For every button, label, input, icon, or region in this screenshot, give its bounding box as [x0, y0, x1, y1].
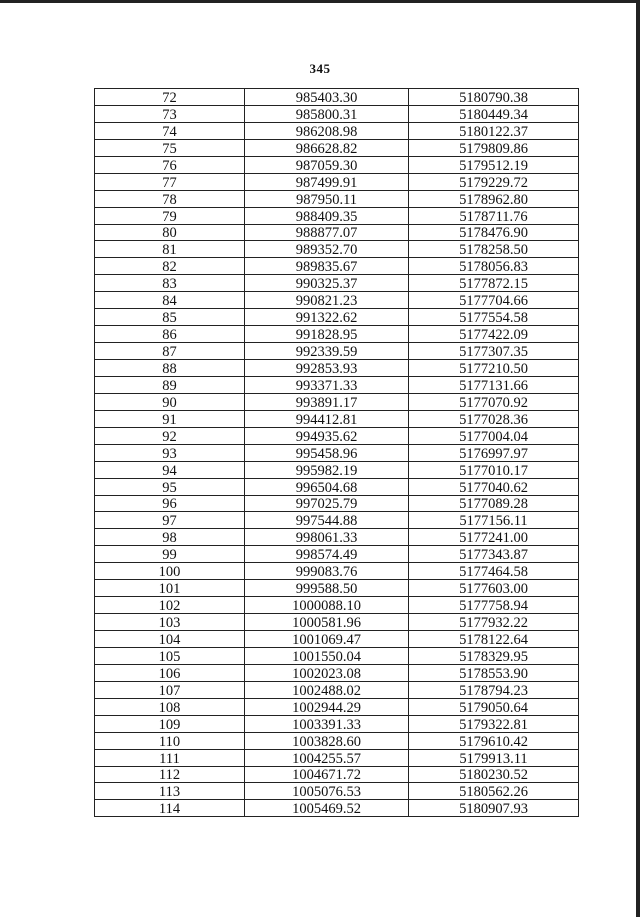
x-coordinate-cell: 986208.98 [245, 122, 409, 139]
y-coordinate-cell: 5179050.64 [409, 698, 579, 715]
point-number-cell: 92 [95, 427, 245, 444]
point-number-cell: 113 [95, 783, 245, 800]
x-coordinate-cell: 998061.33 [245, 529, 409, 546]
x-coordinate-cell: 991828.95 [245, 326, 409, 343]
table-row [95, 461, 579, 478]
y-coordinate-cell: 5178962.80 [409, 190, 579, 207]
x-coordinate-cell: 988877.07 [245, 224, 409, 241]
point-number-cell: 88 [95, 360, 245, 377]
y-coordinate-cell: 5178711.76 [409, 207, 579, 224]
point-number-cell: 86 [95, 326, 245, 343]
x-coordinate-cell: 1005076.53 [245, 783, 409, 800]
point-number-cell: 102 [95, 597, 245, 614]
point-number-cell: 77 [95, 173, 245, 190]
table-row [95, 410, 579, 427]
point-number-cell: 72 [95, 89, 245, 106]
x-coordinate-cell: 996504.68 [245, 478, 409, 495]
table-row [95, 122, 579, 139]
y-coordinate-cell: 5180790.38 [409, 89, 579, 106]
point-number-cell: 94 [95, 461, 245, 478]
x-coordinate-cell: 1002023.08 [245, 664, 409, 681]
x-coordinate-cell: 1003828.60 [245, 732, 409, 749]
point-number-cell: 93 [95, 444, 245, 461]
point-number-cell: 76 [95, 156, 245, 173]
point-number-cell: 106 [95, 664, 245, 681]
y-coordinate-cell: 5177070.92 [409, 393, 579, 410]
point-number-cell: 105 [95, 647, 245, 664]
point-number-cell: 103 [95, 614, 245, 631]
x-coordinate-cell: 1001069.47 [245, 631, 409, 648]
y-coordinate-cell: 5178794.23 [409, 681, 579, 698]
point-number-cell: 80 [95, 224, 245, 241]
table-row [95, 529, 579, 546]
x-coordinate-cell: 992853.93 [245, 360, 409, 377]
point-number-cell: 83 [95, 275, 245, 292]
x-coordinate-cell: 988409.35 [245, 207, 409, 224]
y-coordinate-cell: 5178329.95 [409, 647, 579, 664]
table-row [95, 681, 579, 698]
point-number-cell: 87 [95, 343, 245, 360]
x-coordinate-cell: 994412.81 [245, 410, 409, 427]
table-row [95, 105, 579, 122]
point-number-cell: 78 [95, 190, 245, 207]
x-coordinate-cell: 1004255.57 [245, 749, 409, 766]
table-row [95, 715, 579, 732]
table-row [95, 309, 579, 326]
table-row [95, 783, 579, 800]
table-row [95, 749, 579, 766]
y-coordinate-cell: 5177872.15 [409, 275, 579, 292]
x-coordinate-cell: 993371.33 [245, 376, 409, 393]
point-number-cell: 104 [95, 631, 245, 648]
table-row [95, 275, 579, 292]
y-coordinate-cell: 5180562.26 [409, 783, 579, 800]
page-number: 345 [309, 61, 331, 76]
y-coordinate-cell: 5177010.17 [409, 461, 579, 478]
y-coordinate-cell: 5178122.64 [409, 631, 579, 648]
point-number-cell: 100 [95, 563, 245, 580]
point-number-cell: 101 [95, 580, 245, 597]
y-coordinate-cell: 5180230.52 [409, 766, 579, 783]
table-row [95, 224, 579, 241]
table-row [95, 427, 579, 444]
y-coordinate-cell: 5177704.66 [409, 292, 579, 309]
x-coordinate-cell: 999083.76 [245, 563, 409, 580]
y-coordinate-cell: 5177758.94 [409, 597, 579, 614]
y-coordinate-cell: 5178476.90 [409, 224, 579, 241]
y-coordinate-cell: 5177028.36 [409, 410, 579, 427]
point-number-cell: 75 [95, 139, 245, 156]
y-coordinate-cell: 5177004.04 [409, 427, 579, 444]
point-number-cell: 107 [95, 681, 245, 698]
x-coordinate-cell: 995982.19 [245, 461, 409, 478]
y-coordinate-cell: 5177131.66 [409, 376, 579, 393]
table-row [95, 258, 579, 275]
x-coordinate-cell: 991322.62 [245, 309, 409, 326]
point-number-cell: 85 [95, 309, 245, 326]
y-coordinate-cell: 5179229.72 [409, 173, 579, 190]
y-coordinate-cell: 5179809.86 [409, 139, 579, 156]
y-coordinate-cell: 5177307.35 [409, 343, 579, 360]
page-edge-right [636, 0, 640, 917]
y-coordinate-cell: 5177343.87 [409, 546, 579, 563]
x-coordinate-cell: 1000088.10 [245, 597, 409, 614]
point-number-cell: 97 [95, 512, 245, 529]
y-coordinate-cell: 5178056.83 [409, 258, 579, 275]
y-coordinate-cell: 5177040.62 [409, 478, 579, 495]
y-coordinate-cell: 5176997.97 [409, 444, 579, 461]
point-number-cell: 99 [95, 546, 245, 563]
table-row [95, 393, 579, 410]
table-row [95, 478, 579, 495]
y-coordinate-cell: 5180449.34 [409, 105, 579, 122]
x-coordinate-cell: 1000581.96 [245, 614, 409, 631]
y-coordinate-cell: 5177422.09 [409, 326, 579, 343]
x-coordinate-cell: 1003391.33 [245, 715, 409, 732]
x-coordinate-cell: 994935.62 [245, 427, 409, 444]
x-coordinate-cell: 987059.30 [245, 156, 409, 173]
x-coordinate-cell: 989835.67 [245, 258, 409, 275]
table-row [95, 647, 579, 664]
point-number-cell: 73 [95, 105, 245, 122]
coordinates-table-body [95, 89, 579, 817]
table-row [95, 376, 579, 393]
x-coordinate-cell: 993891.17 [245, 393, 409, 410]
table-row [95, 597, 579, 614]
x-coordinate-cell: 995458.96 [245, 444, 409, 461]
table-row [95, 444, 579, 461]
x-coordinate-cell: 990821.23 [245, 292, 409, 309]
point-number-cell: 98 [95, 529, 245, 546]
table-row [95, 512, 579, 529]
y-coordinate-cell: 5178553.90 [409, 664, 579, 681]
y-coordinate-cell: 5179610.42 [409, 732, 579, 749]
table-row [95, 580, 579, 597]
table-row [95, 766, 579, 783]
y-coordinate-cell: 5177464.58 [409, 563, 579, 580]
table-row [95, 631, 579, 648]
y-coordinate-cell: 5177554.58 [409, 309, 579, 326]
point-number-cell: 110 [95, 732, 245, 749]
point-number-cell: 81 [95, 241, 245, 258]
x-coordinate-cell: 985800.31 [245, 105, 409, 122]
x-coordinate-cell: 997025.79 [245, 495, 409, 512]
x-coordinate-cell: 985403.30 [245, 89, 409, 106]
x-coordinate-cell: 987499.91 [245, 173, 409, 190]
y-coordinate-cell: 5179322.81 [409, 715, 579, 732]
point-number-cell: 114 [95, 800, 245, 817]
table-row [95, 139, 579, 156]
x-coordinate-cell: 989352.70 [245, 241, 409, 258]
y-coordinate-cell: 5180122.37 [409, 122, 579, 139]
table-row [95, 89, 579, 106]
point-number-cell: 91 [95, 410, 245, 427]
point-number-cell: 82 [95, 258, 245, 275]
y-coordinate-cell: 5177089.28 [409, 495, 579, 512]
table-row [95, 360, 579, 377]
coordinates-table [94, 88, 579, 817]
x-coordinate-cell: 1001550.04 [245, 647, 409, 664]
point-number-cell: 112 [95, 766, 245, 783]
y-coordinate-cell: 5177241.00 [409, 529, 579, 546]
point-number-cell: 109 [95, 715, 245, 732]
x-coordinate-cell: 1002944.29 [245, 698, 409, 715]
x-coordinate-cell: 999588.50 [245, 580, 409, 597]
y-coordinate-cell: 5178258.50 [409, 241, 579, 258]
y-coordinate-cell: 5177932.22 [409, 614, 579, 631]
table-row [95, 173, 579, 190]
table-row [95, 698, 579, 715]
table-row [95, 326, 579, 343]
table-row [95, 546, 579, 563]
point-number-cell: 84 [95, 292, 245, 309]
point-number-cell: 108 [95, 698, 245, 715]
x-coordinate-cell: 1002488.02 [245, 681, 409, 698]
table-row [95, 495, 579, 512]
x-coordinate-cell: 997544.88 [245, 512, 409, 529]
point-number-cell: 96 [95, 495, 245, 512]
x-coordinate-cell: 992339.59 [245, 343, 409, 360]
y-coordinate-cell: 5179512.19 [409, 156, 579, 173]
table-row [95, 156, 579, 173]
x-coordinate-cell: 1004671.72 [245, 766, 409, 783]
table-row [95, 614, 579, 631]
point-number-cell: 79 [95, 207, 245, 224]
table-row [95, 343, 579, 360]
x-coordinate-cell: 1005469.52 [245, 800, 409, 817]
table-row [95, 563, 579, 580]
table-row [95, 241, 579, 258]
table-row [95, 292, 579, 309]
point-number-cell: 90 [95, 393, 245, 410]
point-number-cell: 89 [95, 376, 245, 393]
x-coordinate-cell: 987950.11 [245, 190, 409, 207]
table-row [95, 800, 579, 817]
table-row [95, 190, 579, 207]
table-row [95, 732, 579, 749]
y-coordinate-cell: 5177603.00 [409, 580, 579, 597]
table-row [95, 207, 579, 224]
x-coordinate-cell: 990325.37 [245, 275, 409, 292]
point-number-cell: 74 [95, 122, 245, 139]
table-row [95, 664, 579, 681]
y-coordinate-cell: 5177210.50 [409, 360, 579, 377]
y-coordinate-cell: 5177156.11 [409, 512, 579, 529]
x-coordinate-cell: 998574.49 [245, 546, 409, 563]
y-coordinate-cell: 5179913.11 [409, 749, 579, 766]
y-coordinate-cell: 5180907.93 [409, 800, 579, 817]
page-edge-top [0, 0, 640, 3]
x-coordinate-cell: 986628.82 [245, 139, 409, 156]
point-number-cell: 111 [95, 749, 245, 766]
point-number-cell: 95 [95, 478, 245, 495]
